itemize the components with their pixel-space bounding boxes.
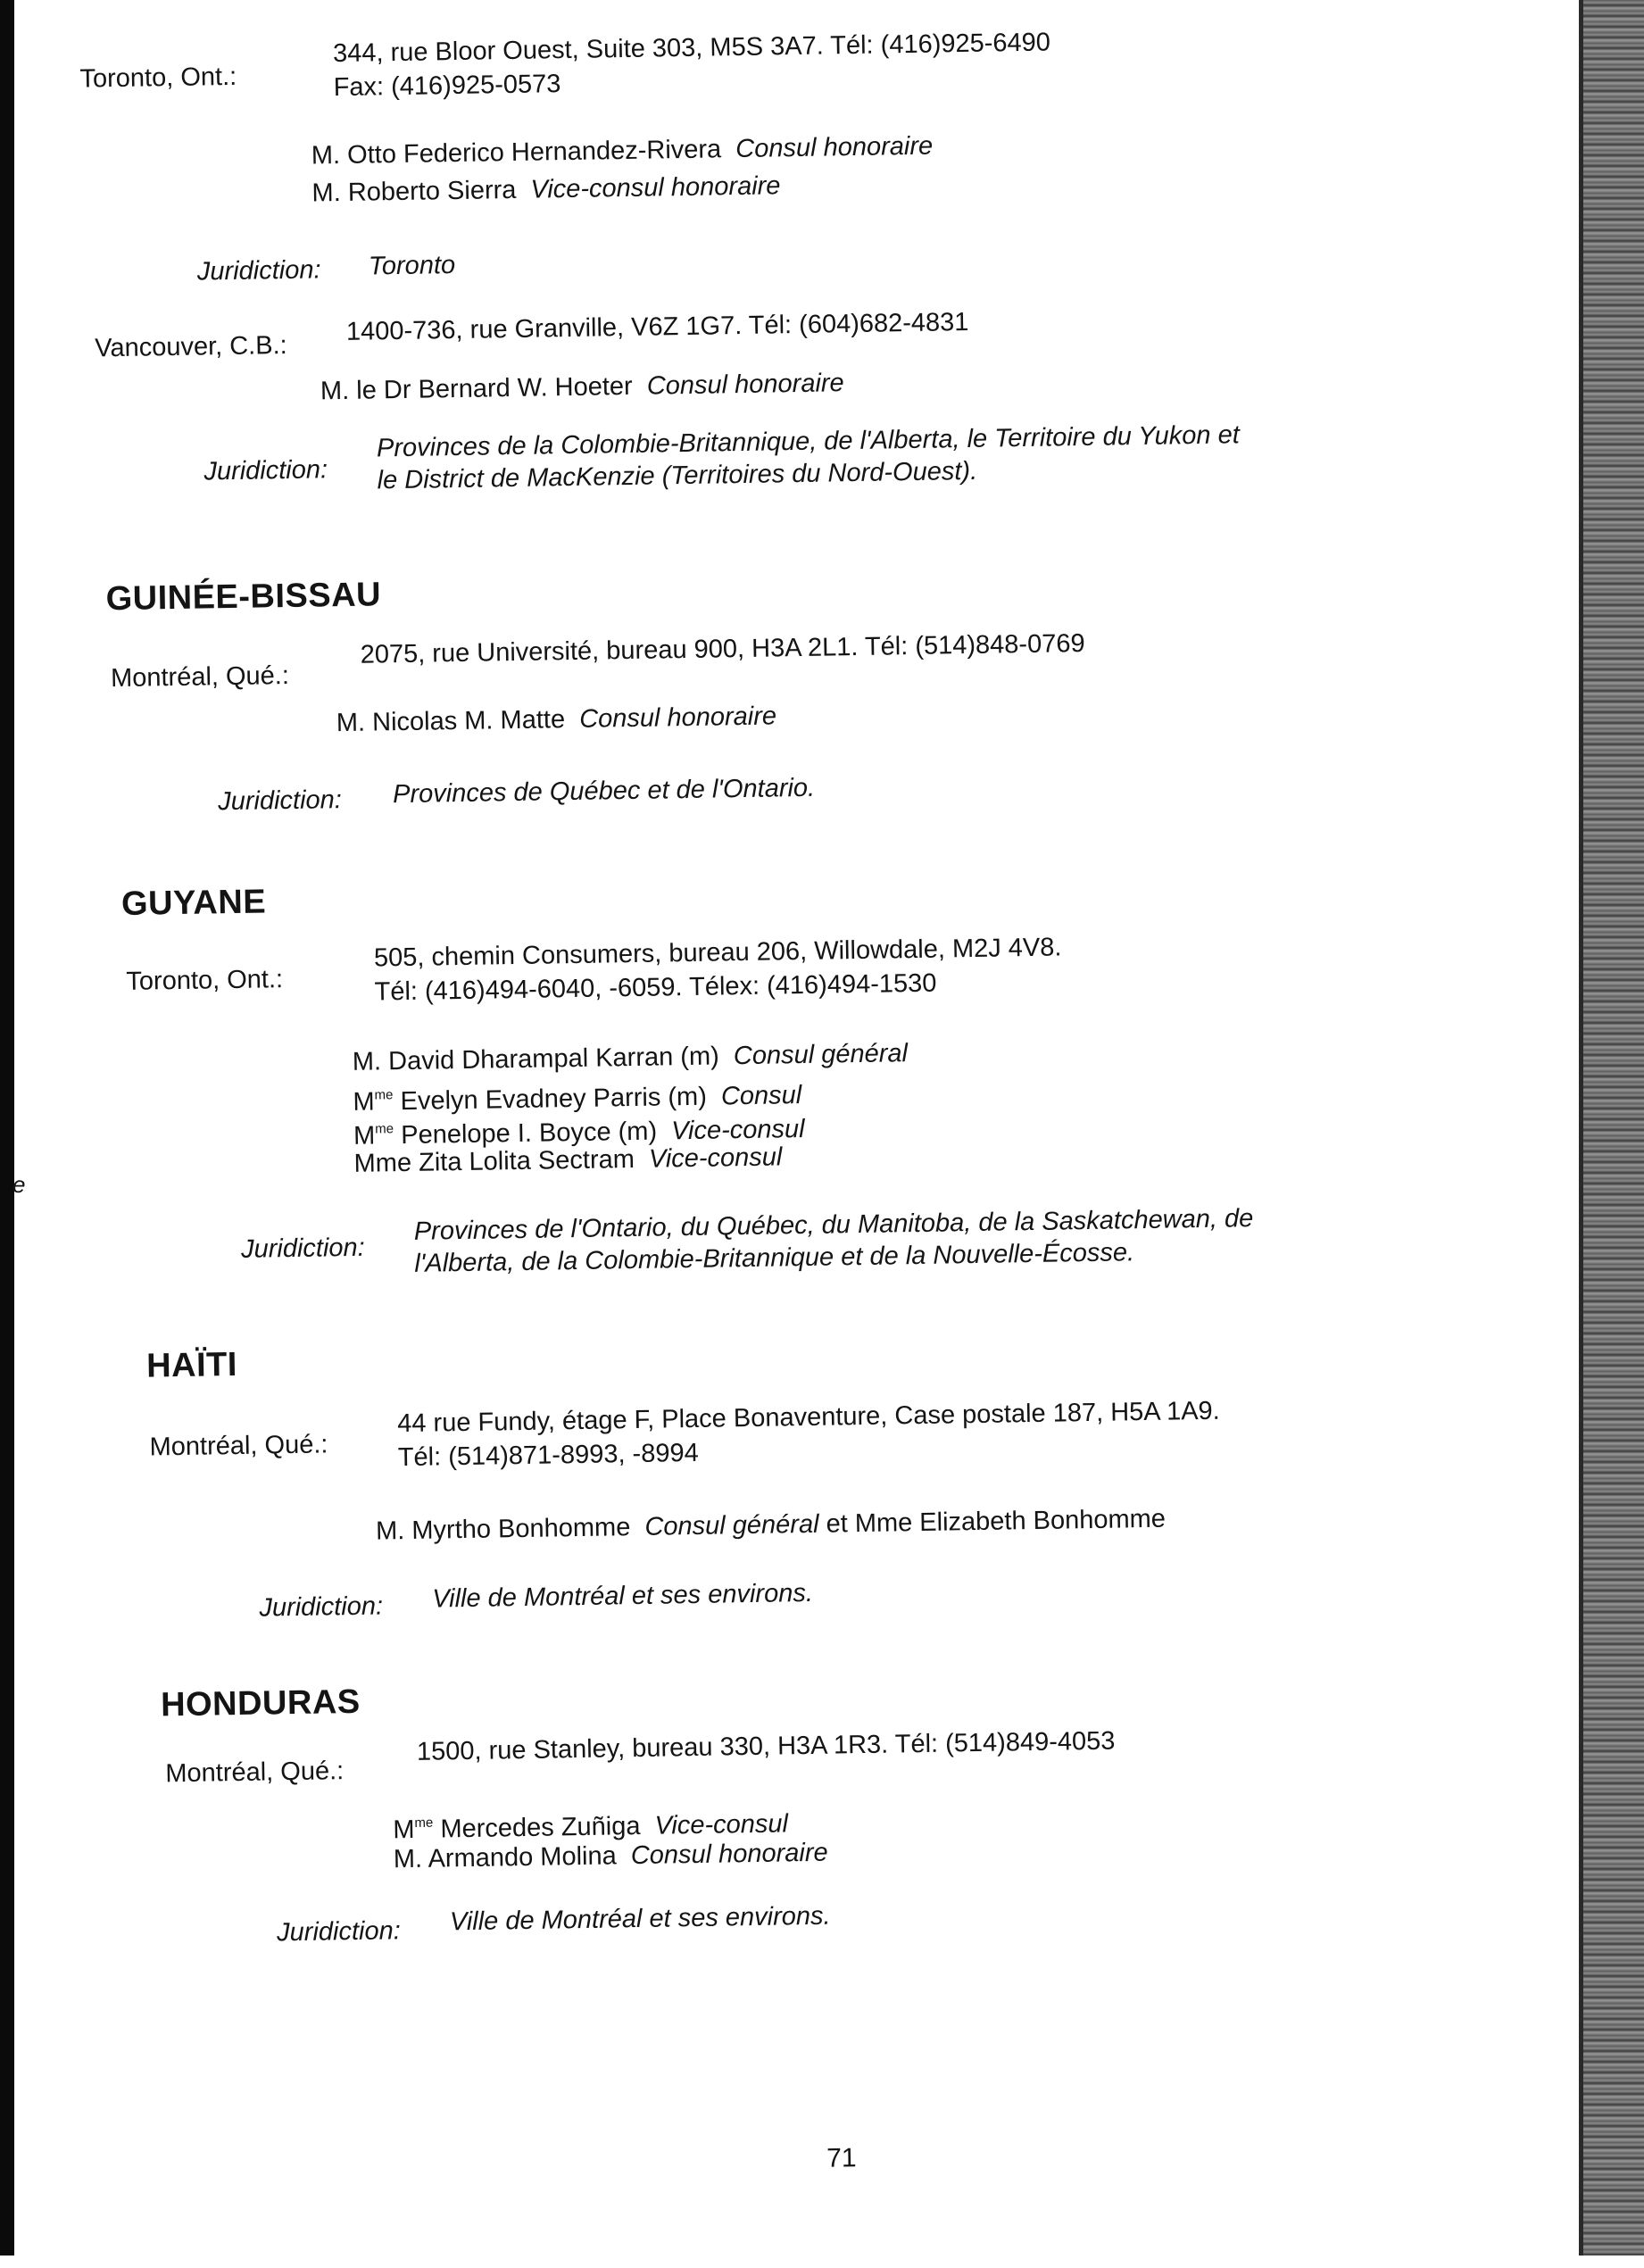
person-title: Vice-consul bbox=[648, 1142, 783, 1174]
jurisdiction-text: Toronto bbox=[368, 251, 456, 281]
jurisdiction-text-line2: l'Alberta, de la Colombie-Britannique et de la Nouvelle-Écosse. bbox=[414, 1238, 1135, 1278]
person-line bbox=[311, 170, 780, 209]
person-name: M. Myrtho Bonhomme bbox=[375, 1513, 631, 1546]
jurisdiction-label: Juridiction: bbox=[240, 1233, 365, 1264]
phone-line: Tél: (416)494-6040, -6059. Télex: (416)494-1530 bbox=[374, 968, 937, 1007]
person-name: M. Otto Federico Hernandez-Rivera bbox=[311, 135, 722, 170]
city-label: Montréal, Qué.: bbox=[110, 660, 290, 694]
city-label: Toronto, Ont.: bbox=[126, 965, 284, 996]
person-line bbox=[353, 1141, 782, 1180]
person-title: Consul honoraire bbox=[578, 702, 777, 734]
person-title: Vice-consul bbox=[670, 1114, 805, 1146]
city-label: Montréal, Qué.: bbox=[149, 1430, 328, 1462]
address-line: 344, rue Bloor Ouest, Suite 303, M5S 3A7. Tél: (416)925-6490 bbox=[332, 28, 1051, 69]
fax-line: Fax: (416)925-0573 bbox=[333, 70, 561, 103]
person-title: Consul bbox=[720, 1081, 802, 1111]
page-number: 71 bbox=[826, 2143, 857, 2173]
jurisdiction-text: Ville de Montréal et ses environs. bbox=[432, 1578, 814, 1614]
phone-line: Tél: (514)871-8993, -8994 bbox=[397, 1438, 699, 1473]
address-line: 505, chemin Consumers, bureau 206, Willowdale, M2J 4V8. bbox=[373, 933, 1062, 973]
jurisdiction-label: Juridiction: bbox=[276, 1916, 402, 1948]
country-heading: GUYANE bbox=[120, 883, 267, 923]
person-title: Vice-consul bbox=[654, 1809, 789, 1840]
address-line: 1500, rue Stanley, bureau 330, H3A 1R3. Tél: (514)849-4053 bbox=[416, 1726, 1116, 1766]
person-title: Consul honoraire bbox=[646, 369, 844, 401]
person-prefix: M bbox=[353, 1121, 376, 1151]
jurisdiction-text-line1: Provinces de l'Ontario, du Québec, du Manitoba, de la Saskatchewan, de bbox=[413, 1204, 1254, 1246]
jurisdiction-label: Juridiction: bbox=[196, 255, 321, 287]
person-prefix: M bbox=[393, 1815, 415, 1845]
person-line bbox=[320, 367, 844, 407]
person-name: M. le Dr Bernard W. Hoeter bbox=[320, 371, 633, 406]
person-line bbox=[336, 700, 777, 739]
person-prefix-sup: me bbox=[414, 1815, 434, 1831]
jurisdiction-label: Juridiction: bbox=[217, 785, 343, 817]
address-line: 44 rue Fundy, étage F, Place Bonaventure, Case postale 187, H5A 1A9. bbox=[396, 1396, 1220, 1439]
person-prefix: Mme bbox=[353, 1148, 412, 1178]
city-label: Montréal, Qué.: bbox=[165, 1757, 345, 1789]
jurisdiction-text: Ville de Montréal et ses environs. bbox=[449, 1901, 831, 1937]
person-title: Consul général bbox=[733, 1039, 909, 1071]
person-title: Consul général bbox=[644, 1509, 819, 1541]
person-name: David Dharampal Karran (m) bbox=[387, 1042, 719, 1076]
country-heading: GUINÉE-BISSAU bbox=[105, 576, 382, 619]
address-line: 1400-736, rue Granville, V6Z 1G7. Tél: (604)682-4831 bbox=[345, 307, 969, 346]
country-heading: HAÏTI bbox=[145, 1345, 238, 1385]
person-name: Zita Lolita Sectram bbox=[418, 1144, 635, 1177]
person-title: Vice-consul honoraire bbox=[530, 171, 781, 204]
person-prefix: M. bbox=[393, 1844, 423, 1874]
person-prefix-sup: me bbox=[374, 1087, 394, 1103]
jurisdiction-label: Juridiction: bbox=[203, 455, 328, 486]
person-name: M. Roberto Sierra bbox=[311, 175, 517, 208]
jurisdiction-text-line1: Provinces de la Colombie-Britannique, de l'Alberta, le Territoire du Yukon et bbox=[376, 420, 1241, 463]
address-line: 2075, rue Université, bureau 900, H3A 2L1. Tél: (514)848-0769 bbox=[360, 628, 1085, 669]
jurisdiction-text-line2: le District de MacKenzie (Territoires du Nord-Ouest). bbox=[377, 456, 978, 495]
person-name: Evelyn Evadney Parris (m) bbox=[400, 1082, 708, 1117]
person-line bbox=[353, 1037, 909, 1078]
person-title: Consul honoraire bbox=[735, 131, 934, 164]
person-prefix-sup: me bbox=[375, 1121, 394, 1137]
country-heading: HONDURAS bbox=[160, 1682, 361, 1724]
person-line bbox=[311, 130, 934, 172]
person-prefix: M bbox=[353, 1087, 375, 1117]
jurisdiction-label: Juridiction: bbox=[259, 1591, 384, 1623]
person-name: M. Nicolas M. Matte bbox=[336, 705, 566, 738]
person-name: Armando Molina bbox=[428, 1841, 617, 1873]
person-suffix: et Mme Elizabeth Bonhomme bbox=[826, 1504, 1167, 1539]
person-title: Consul honoraire bbox=[630, 1838, 828, 1871]
margin-letter: e bbox=[12, 1171, 26, 1198]
person-prefix: M. bbox=[352, 1047, 382, 1076]
entry-toronto bbox=[0, 0, 1626, 287]
city-label: Vancouver, C.B.: bbox=[94, 330, 287, 363]
city-label: Toronto, Ont.: bbox=[79, 62, 237, 94]
person-line bbox=[376, 1503, 1166, 1548]
person-line bbox=[394, 1837, 828, 1876]
person-name: Mercedes Zuñiga bbox=[440, 1811, 641, 1844]
jurisdiction-text: Provinces de Québec et de l'Ontario. bbox=[392, 773, 816, 810]
person-name: Penelope I. Boyce (m) bbox=[400, 1117, 658, 1151]
